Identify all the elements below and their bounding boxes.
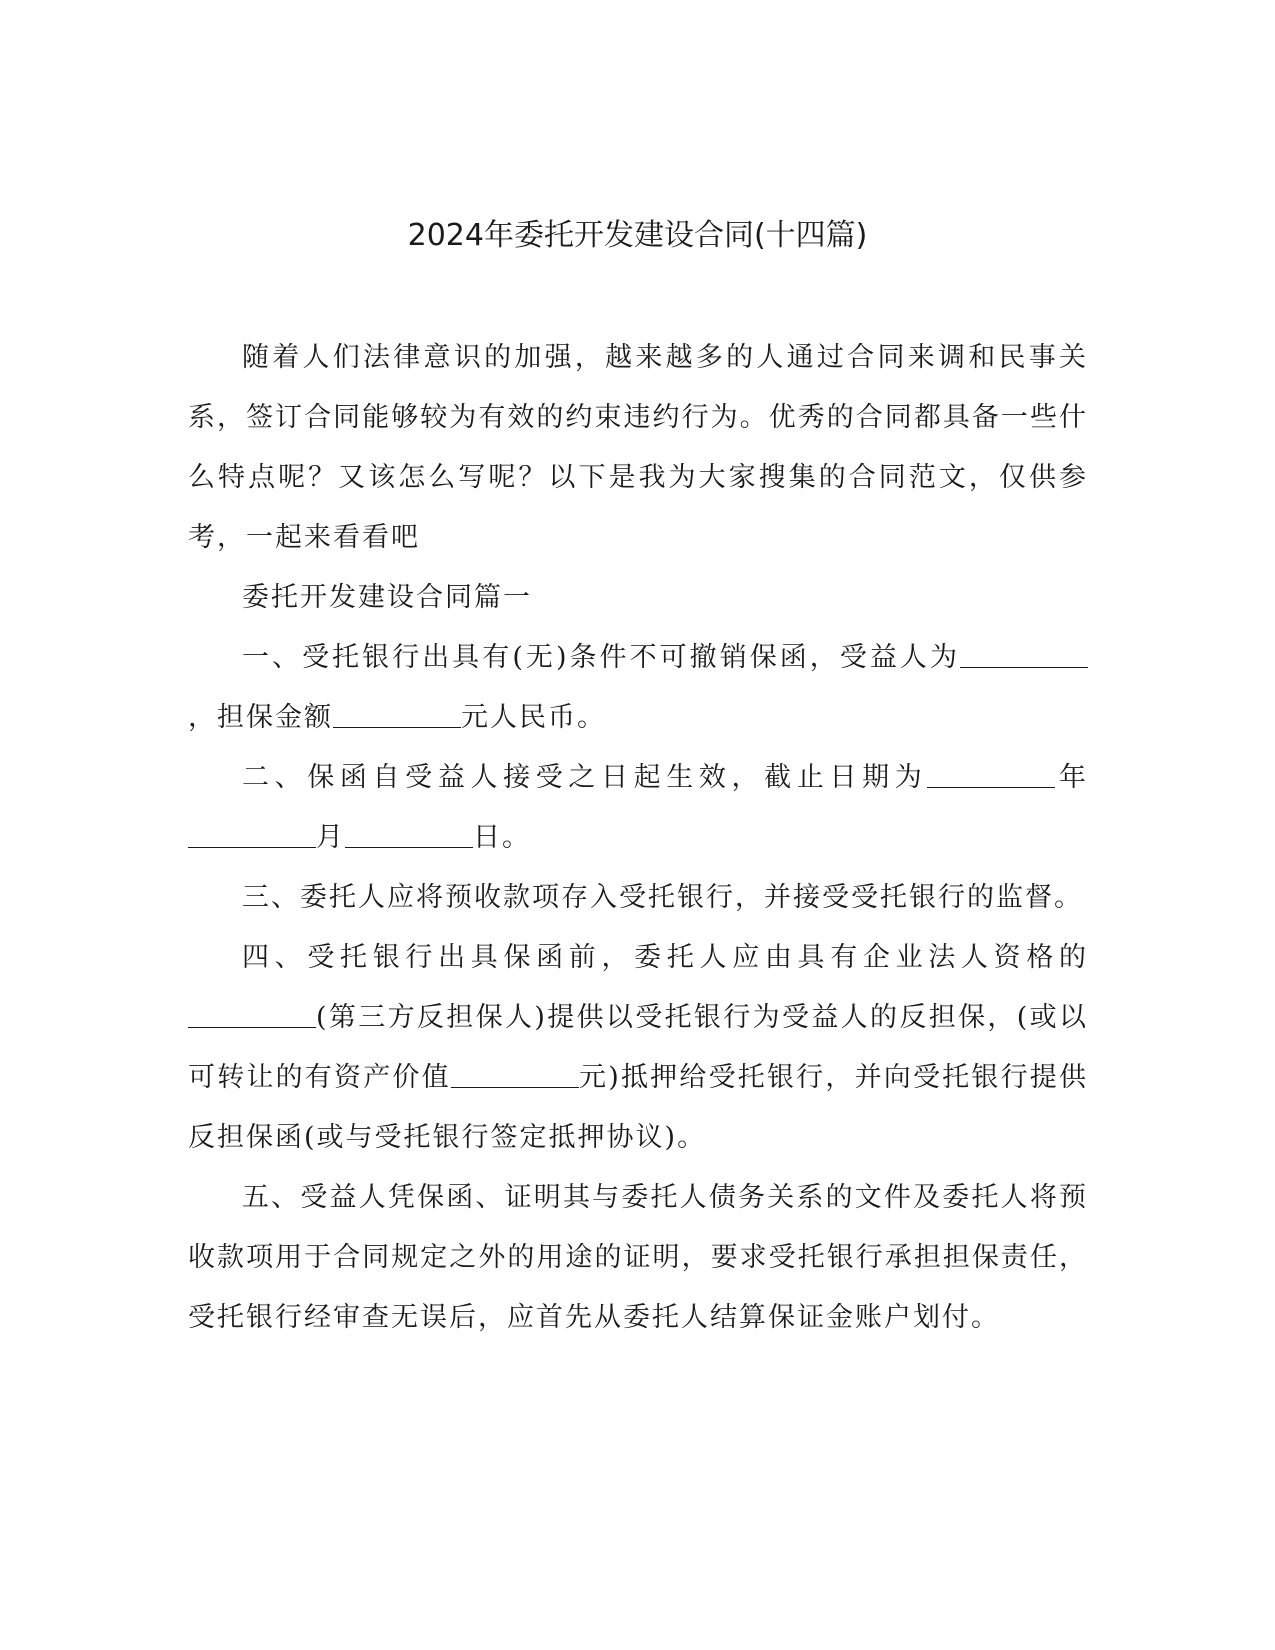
clause-4 bbox=[188, 928, 1088, 1168]
clause-2 bbox=[188, 748, 1088, 868]
expiry-year-blank bbox=[927, 757, 1055, 788]
clause-4-text-b: (第三方反担保人)提供以受托银行为受益人的反担保，(或以可转让的有资产价值 bbox=[188, 1002, 1088, 1093]
clause-1-text-a: 一、受托银行出具有(无)条件不可撤销保函，受益人为 bbox=[242, 642, 960, 673]
clause-3: 三、委托人应将预收款项存入受托银行，并接受受托银行的监督。 bbox=[242, 882, 1083, 913]
clause-1 bbox=[188, 628, 1088, 748]
expiry-day-blank bbox=[345, 817, 473, 848]
clause-4-text-c: 元)抵押给受托银行，并向受托银行提供反担保函(或与受托银行签定抵押协议)。 bbox=[188, 1062, 1088, 1153]
document-body bbox=[188, 328, 1088, 1348]
beneficiary-blank bbox=[960, 637, 1088, 668]
clause-5: 五、受益人凭保函、证明其与委托人债务关系的文件及委托人将预收款项用于合同规定之外的用途的证明，要求受托银行承担担保责任，受托银行经审查无误后，应首先从委托人结算保证金账户划付。 bbox=[188, 1182, 1088, 1333]
guarantee-amount-blank bbox=[333, 697, 461, 728]
section-heading: 委托开发建设合同篇一 bbox=[242, 582, 532, 613]
clause-2-text-b: 年 bbox=[1055, 762, 1089, 793]
asset-value-blank bbox=[451, 1057, 579, 1088]
clause-1-text-b: ，担保金额 bbox=[188, 702, 333, 733]
clause-2-text-a: 二、保函自受益人接受之日起生效，截止日期为 bbox=[242, 762, 928, 793]
intro-paragraph: 随着人们法律意识的加强，越来越多的人通过合同来调和民事关系，签订合同能够较为有效的约束违约行为。优秀的合同都具备一些什么特点呢？又该怎么写呢？以下是我为大家搜集的合同范文，仅供参考，一起来看看吧 bbox=[188, 342, 1088, 553]
clause-1-text-c: 元人民币。 bbox=[461, 702, 606, 733]
clause-4-text-a: 四、受托银行出具保函前，委托人应由具有企业法人资格的 bbox=[242, 942, 1088, 973]
counter-guarantor-blank bbox=[188, 997, 316, 1028]
document-title: 2024年委托开发建设合同(十四篇) bbox=[407, 218, 868, 253]
clause-2-text-c: 月 bbox=[316, 822, 345, 853]
clause-2-text-d: 日。 bbox=[473, 822, 531, 853]
expiry-month-blank bbox=[188, 817, 316, 848]
